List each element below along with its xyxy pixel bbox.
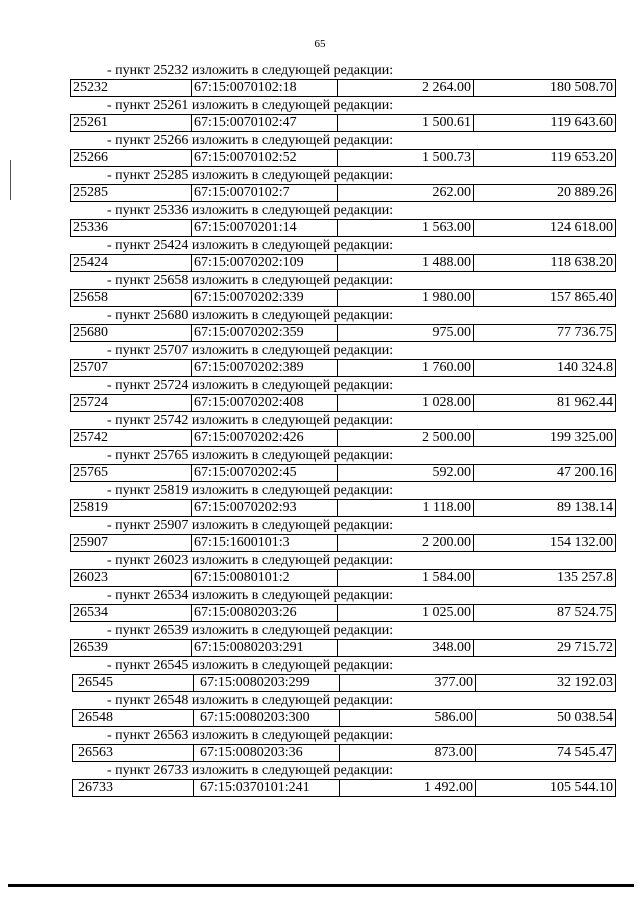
amendment-heading: - пункт 26548 изложить в следующей редакции: — [107, 693, 394, 708]
value-cell: 77 736.75 — [557, 325, 613, 340]
table-row — [70, 114, 616, 132]
value-cell: 20 889.26 — [557, 185, 613, 200]
cadastral-number-cell: 67:15:0080203:300 — [194, 710, 340, 726]
item-number-cell: 25724 — [71, 395, 192, 411]
cadastral-number-cell: 67:15:0070102:47 — [192, 115, 338, 131]
area-cell: 586.00 — [340, 710, 476, 726]
area-cell: 592.00 — [338, 465, 474, 481]
amendment-entry — [70, 308, 616, 343]
area-cell: 1 488.00 — [338, 255, 474, 271]
table-row — [70, 639, 616, 657]
item-number-cell: 26563 — [73, 745, 194, 761]
amendment-entry — [70, 98, 616, 133]
amendment-entry — [70, 413, 616, 448]
item-number-cell: 25907 — [71, 535, 192, 551]
amendment-heading: - пункт 25285 изложить в следующей редакции: — [107, 168, 394, 183]
amendment-entry — [70, 63, 616, 98]
value-cell: 124 618.00 — [550, 220, 613, 235]
cadastral-number-cell: 67:15:0080101:2 — [192, 570, 338, 586]
amendment-entry — [70, 658, 616, 693]
item-number-cell: 25819 — [71, 500, 192, 516]
cadastral-number-cell: 67:15:0080203:36 — [194, 745, 340, 761]
value-cell: 74 545.47 — [557, 745, 613, 760]
cadastral-number-cell: 67:15:0070201:14 — [192, 220, 338, 236]
amendment-entry — [70, 728, 616, 763]
table-row — [70, 149, 616, 167]
item-number-cell: 25336 — [71, 220, 192, 236]
amendment-heading: - пункт 25819 изложить в следующей редакции: — [107, 483, 394, 498]
item-number-cell: 25765 — [71, 465, 192, 481]
table-row — [70, 464, 616, 482]
area-cell: 1 028.00 — [338, 395, 474, 411]
value-cell: 105 544.10 — [550, 780, 613, 795]
area-cell: 2 200.00 — [338, 535, 474, 551]
item-number-cell: 25266 — [71, 150, 192, 166]
amendment-heading: - пункт 25261 изложить в следующей редакции: — [107, 98, 394, 113]
table-row — [70, 324, 616, 342]
cadastral-number-cell: 67:15:0070102:18 — [192, 80, 338, 96]
area-cell: 1 980.00 — [338, 290, 474, 306]
table-row — [70, 394, 616, 412]
item-number-cell: 26545 — [73, 675, 194, 691]
value-cell: 119 653.20 — [550, 150, 613, 165]
table-row — [70, 534, 616, 552]
cadastral-number-cell: 67:15:0370101:241 — [194, 780, 340, 796]
amendment-entry — [70, 763, 616, 798]
item-number-cell: 26733 — [73, 780, 194, 796]
amendment-entry — [70, 553, 616, 588]
cadastral-number-cell: 67:15:0070202:45 — [192, 465, 338, 481]
amendment-entry — [70, 518, 616, 553]
item-number-cell: 26534 — [71, 605, 192, 621]
bottom-rule — [8, 884, 634, 887]
cadastral-number-cell: 67:15:0070202:109 — [192, 255, 338, 271]
area-cell: 1 118.00 — [338, 500, 474, 516]
amendment-heading: - пункт 26539 изложить в следующей редакции: — [107, 623, 394, 638]
cadastral-number-cell: 67:15:0080203:26 — [192, 605, 338, 621]
area-cell: 975.00 — [338, 325, 474, 341]
item-number-cell: 25285 — [71, 185, 192, 201]
amendment-entry — [70, 448, 616, 483]
value-cell: 29 715.72 — [557, 640, 613, 655]
area-cell: 262.00 — [338, 185, 474, 201]
table-row — [70, 359, 616, 377]
table-row — [70, 429, 616, 447]
value-cell: 87 524.75 — [557, 605, 613, 620]
value-cell: 32 192.03 — [557, 675, 613, 690]
area-cell: 1 500.61 — [338, 115, 474, 131]
amendment-entry — [70, 168, 616, 203]
value-cell: 47 200.16 — [557, 465, 613, 480]
item-number-cell: 26023 — [71, 570, 192, 586]
value-cell: 157 865.40 — [550, 290, 613, 305]
amendment-heading: - пункт 25336 изложить в следующей редакции: — [107, 203, 394, 218]
area-cell: 1 492.00 — [340, 780, 476, 796]
amendment-entry — [70, 133, 616, 168]
item-number-cell: 26539 — [71, 640, 192, 656]
value-cell: 89 138.14 — [557, 500, 613, 515]
amendment-heading: - пункт 26534 изложить в следующей редакции: — [107, 588, 394, 603]
cadastral-number-cell: 67:15:0070202:389 — [192, 360, 338, 376]
amendment-entry — [70, 273, 616, 308]
cadastral-number-cell: 67:15:0070202:339 — [192, 290, 338, 306]
area-cell: 348.00 — [338, 640, 474, 656]
table-row — [70, 499, 616, 517]
table-row — [72, 709, 616, 727]
item-number-cell: 25232 — [71, 80, 192, 96]
item-number-cell: 25742 — [71, 430, 192, 446]
margin-line — [10, 160, 11, 200]
cadastral-number-cell: 67:15:0070202:359 — [192, 325, 338, 341]
area-cell: 1 584.00 — [338, 570, 474, 586]
table-row — [72, 674, 616, 692]
table-row — [72, 779, 616, 797]
amendment-heading: - пункт 25424 изложить в следующей редакции: — [107, 238, 394, 253]
amendment-heading: - пункт 25724 изложить в следующей редакции: — [107, 378, 394, 393]
value-cell: 118 638.20 — [550, 255, 613, 270]
value-cell: 50 038.54 — [557, 710, 613, 725]
cadastral-number-cell: 67:15:0070102:7 — [192, 185, 338, 201]
table-row — [70, 289, 616, 307]
cadastral-number-cell: 67:15:0070202:408 — [192, 395, 338, 411]
area-cell: 1 025.00 — [338, 605, 474, 621]
item-number-cell: 25261 — [71, 115, 192, 131]
amendment-heading: - пункт 25266 изложить в следующей редакции: — [107, 133, 394, 148]
amendment-entry — [70, 483, 616, 518]
area-cell: 2 264.00 — [338, 80, 474, 96]
area-cell: 377.00 — [340, 675, 476, 691]
table-row — [70, 79, 616, 97]
value-cell: 135 257.8 — [557, 570, 613, 585]
amendment-entry — [70, 343, 616, 378]
amendment-heading: - пункт 25742 изложить в следующей редакции: — [107, 413, 394, 428]
item-number-cell: 25658 — [71, 290, 192, 306]
amendment-entry — [70, 378, 616, 413]
cadastral-number-cell: 67:15:0070202:93 — [192, 500, 338, 516]
amendment-heading: - пункт 26733 изложить в следующей редакции: — [107, 763, 394, 778]
amendment-heading: - пункт 26545 изложить в следующей редакции: — [107, 658, 394, 673]
area-cell: 1 563.00 — [338, 220, 474, 236]
value-cell: 140 324.8 — [557, 360, 613, 375]
value-cell: 81 962.44 — [557, 395, 613, 410]
cadastral-number-cell: 67:15:0070202:426 — [192, 430, 338, 446]
area-cell: 1 500.73 — [338, 150, 474, 166]
item-number-cell: 25424 — [71, 255, 192, 271]
area-cell: 2 500.00 — [338, 430, 474, 446]
amendment-heading: - пункт 26023 изложить в следующей редакции: — [107, 553, 394, 568]
item-number-cell: 25680 — [71, 325, 192, 341]
amendment-heading: - пункт 25707 изложить в следующей редакции: — [107, 343, 394, 358]
amendment-entry — [70, 623, 616, 658]
table-row — [70, 254, 616, 272]
cadastral-number-cell: 67:15:1600101:3 — [192, 535, 338, 551]
value-cell: 154 132.00 — [550, 535, 613, 550]
cadastral-number-cell: 67:15:0080203:291 — [192, 640, 338, 656]
cadastral-number-cell: 67:15:0070102:52 — [192, 150, 338, 166]
value-cell: 199 325.00 — [550, 430, 613, 445]
amendment-entry — [70, 203, 616, 238]
page-number: 65 — [314, 38, 326, 50]
amendment-heading: - пункт 25907 изложить в следующей редакции: — [107, 518, 394, 533]
area-cell: 873.00 — [340, 745, 476, 761]
amendment-heading: - пункт 26563 изложить в следующей редакции: — [107, 728, 394, 743]
amendment-heading: - пункт 25680 изложить в следующей редакции: — [107, 308, 394, 323]
value-cell: 119 643.60 — [550, 115, 613, 130]
table-row — [70, 569, 616, 587]
table-row — [70, 604, 616, 622]
table-row — [70, 219, 616, 237]
amendment-entry — [70, 588, 616, 623]
table-row — [70, 184, 616, 202]
amendment-heading: - пункт 25765 изложить в следующей редакции: — [107, 448, 394, 463]
amendment-entry — [70, 238, 616, 273]
amendment-entry — [70, 693, 616, 728]
table-row — [72, 744, 616, 762]
amendment-heading: - пункт 25232 изложить в следующей редакции: — [107, 63, 394, 78]
cadastral-number-cell: 67:15:0080203:299 — [194, 675, 340, 691]
amendment-list — [70, 63, 616, 798]
value-cell: 180 508.70 — [550, 80, 613, 95]
item-number-cell: 26548 — [73, 710, 194, 726]
amendment-heading: - пункт 25658 изложить в следующей редакции: — [107, 273, 394, 288]
area-cell: 1 760.00 — [338, 360, 474, 376]
item-number-cell: 25707 — [71, 360, 192, 376]
